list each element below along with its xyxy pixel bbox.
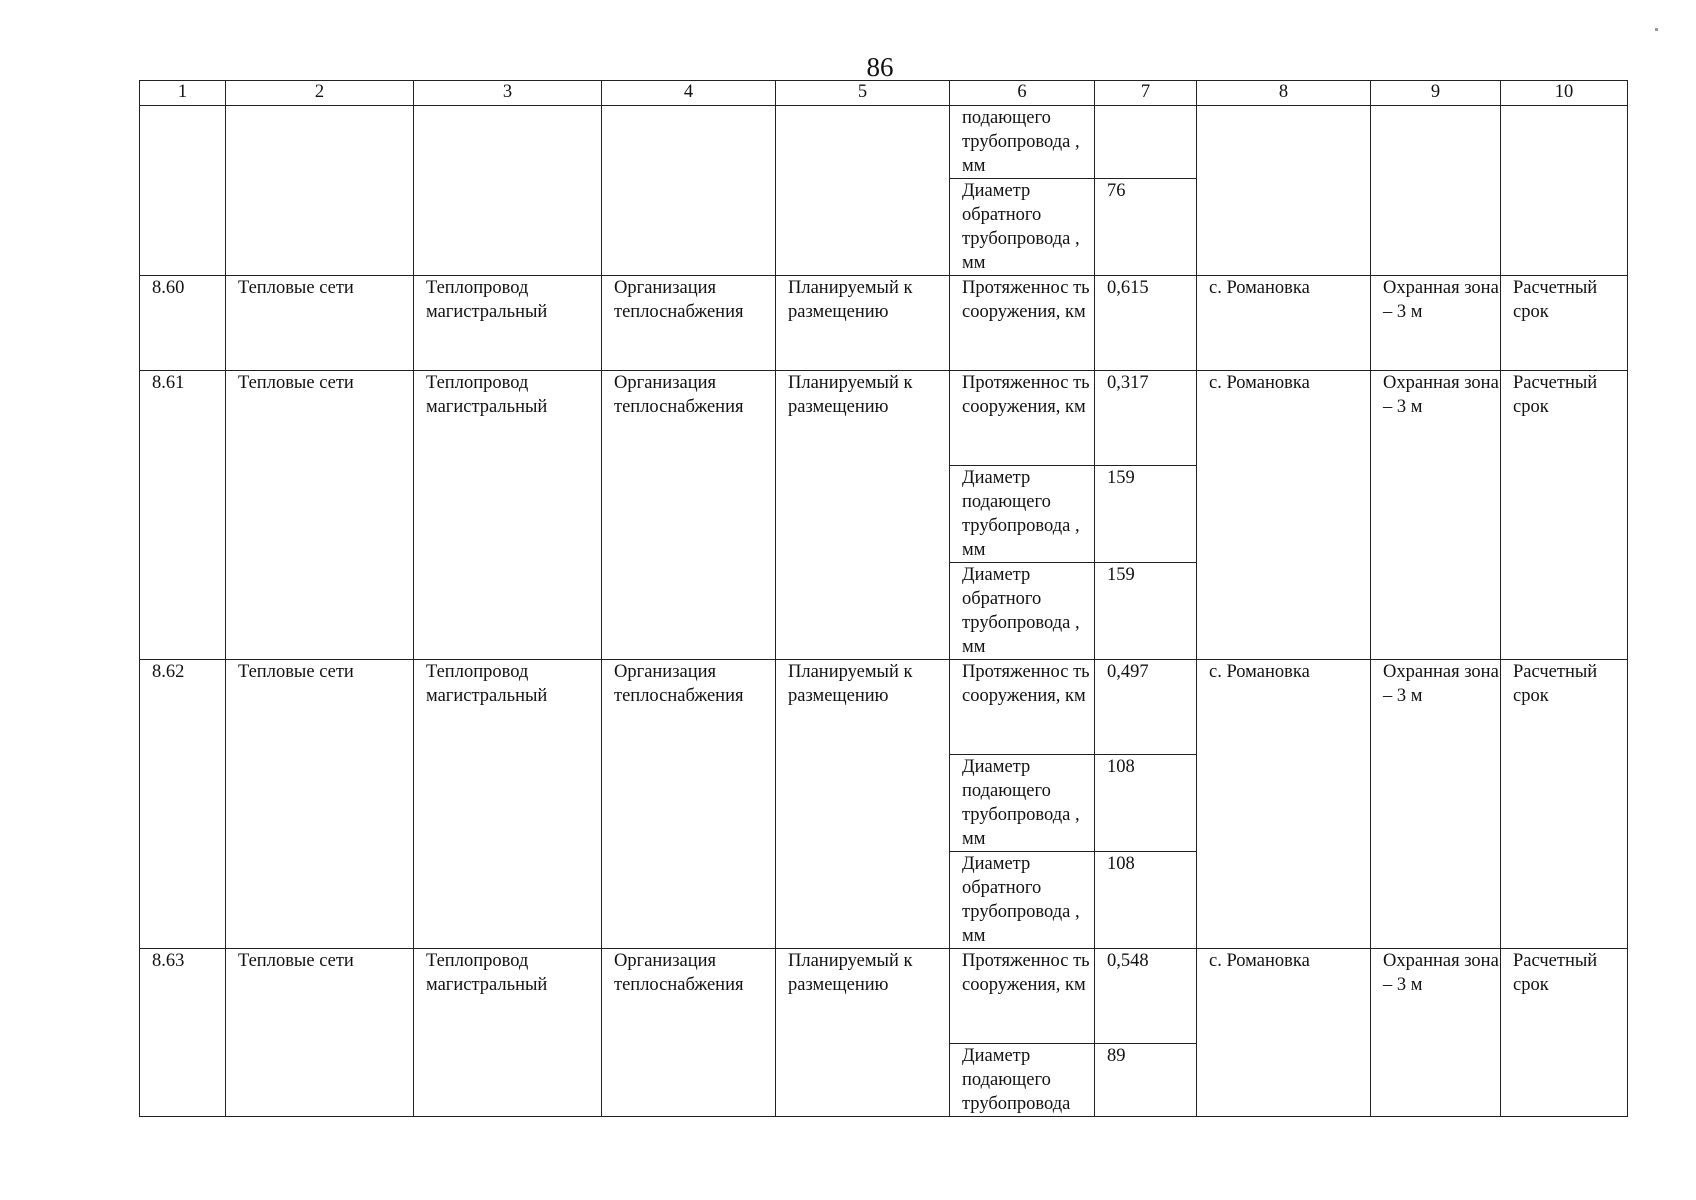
protection-zone: Охранная зона – 3 м <box>1371 949 1501 1117</box>
param-value: 76 <box>1095 179 1197 276</box>
empty-cell <box>226 106 414 276</box>
param-label: Диаметр подающего трубопровода , мм <box>950 466 1095 563</box>
column-number: 2 <box>226 81 414 106</box>
purpose: Организация теплоснабжения <box>602 371 776 660</box>
network-type: Тепловые сети <box>226 276 414 371</box>
location: с. Романовка <box>1197 660 1371 949</box>
param-value: 0,615 <box>1095 276 1197 371</box>
network-type: Тепловые сети <box>226 949 414 1117</box>
row-number: 8.61 <box>140 371 226 660</box>
table-row-continuation <box>140 106 1628 179</box>
param-label: Протяженнос ть сооружения, км <box>950 276 1095 371</box>
param-label: Диаметр подающего трубопровода <box>950 1044 1095 1117</box>
objects-table <box>139 80 1628 1117</box>
empty-cell <box>414 106 602 276</box>
empty-cell <box>1371 106 1501 276</box>
column-number: 9 <box>1371 81 1501 106</box>
column-number: 7 <box>1095 81 1197 106</box>
param-label: Протяженнос ть сооружения, км <box>950 660 1095 755</box>
param-value <box>1095 106 1197 179</box>
param-label: Диаметр обратного трубопровода , мм <box>950 563 1095 660</box>
purpose: Организация теплоснабжения <box>602 949 776 1117</box>
row-number: 8.60 <box>140 276 226 371</box>
page-number: 86 <box>866 52 894 82</box>
term: Расчетный срок <box>1501 660 1628 949</box>
column-number: 3 <box>414 81 602 106</box>
term: Расчетный срок <box>1501 371 1628 660</box>
param-label: Протяженнос ть сооружения, км <box>950 949 1095 1044</box>
column-number: 6 <box>950 81 1095 106</box>
table-row <box>140 276 1628 371</box>
protection-zone: Охранная зона – 3 м <box>1371 371 1501 660</box>
object-name: Теплопровод магистральный <box>414 660 602 949</box>
param-value: 108 <box>1095 755 1197 852</box>
empty-cell <box>602 106 776 276</box>
location: с. Романовка <box>1197 949 1371 1117</box>
purpose: Организация теплоснабжения <box>602 660 776 949</box>
column-number: 10 <box>1501 81 1628 106</box>
empty-cell <box>140 106 226 276</box>
row-number: 8.63 <box>140 949 226 1117</box>
param-label: подающего трубопровода , мм <box>950 106 1095 179</box>
status: Планируемый к размещению <box>776 276 950 371</box>
location: с. Романовка <box>1197 371 1371 660</box>
protection-zone: Охранная зона – 3 м <box>1371 276 1501 371</box>
location: с. Романовка <box>1197 276 1371 371</box>
param-label: Протяженнос ть сооружения, км <box>950 371 1095 466</box>
param-value: 89 <box>1095 1044 1197 1117</box>
object-name: Теплопровод магистральный <box>414 276 602 371</box>
scan-speck <box>1655 28 1658 31</box>
param-value: 0,548 <box>1095 949 1197 1044</box>
status: Планируемый к размещению <box>776 371 950 660</box>
object-name: Теплопровод магистральный <box>414 371 602 660</box>
column-numbers-row <box>140 81 1628 106</box>
column-number: 5 <box>776 81 950 106</box>
purpose: Организация теплоснабжения <box>602 276 776 371</box>
param-label: Диаметр обратного трубопровода , мм <box>950 852 1095 949</box>
protection-zone: Охранная зона – 3 м <box>1371 660 1501 949</box>
column-number: 8 <box>1197 81 1371 106</box>
param-value: 0,317 <box>1095 371 1197 466</box>
param-value: 159 <box>1095 466 1197 563</box>
empty-cell <box>776 106 950 276</box>
param-value: 159 <box>1095 563 1197 660</box>
param-label: Диаметр подающего трубопровода , мм <box>950 755 1095 852</box>
term: Расчетный срок <box>1501 276 1628 371</box>
param-value: 108 <box>1095 852 1197 949</box>
table-row <box>140 371 1628 466</box>
column-number: 1 <box>140 81 226 106</box>
column-number: 4 <box>602 81 776 106</box>
empty-cell <box>1501 106 1628 276</box>
network-type: Тепловые сети <box>226 371 414 660</box>
param-value: 0,497 <box>1095 660 1197 755</box>
row-number: 8.62 <box>140 660 226 949</box>
object-name: Теплопровод магистральный <box>414 949 602 1117</box>
term: Расчетный срок <box>1501 949 1628 1117</box>
network-type: Тепловые сети <box>226 660 414 949</box>
table-row <box>140 949 1628 1044</box>
status: Планируемый к размещению <box>776 660 950 949</box>
status: Планируемый к размещению <box>776 949 950 1117</box>
empty-cell <box>1197 106 1371 276</box>
table-row <box>140 660 1628 755</box>
param-label: Диаметр обратного трубопровода , мм <box>950 179 1095 276</box>
